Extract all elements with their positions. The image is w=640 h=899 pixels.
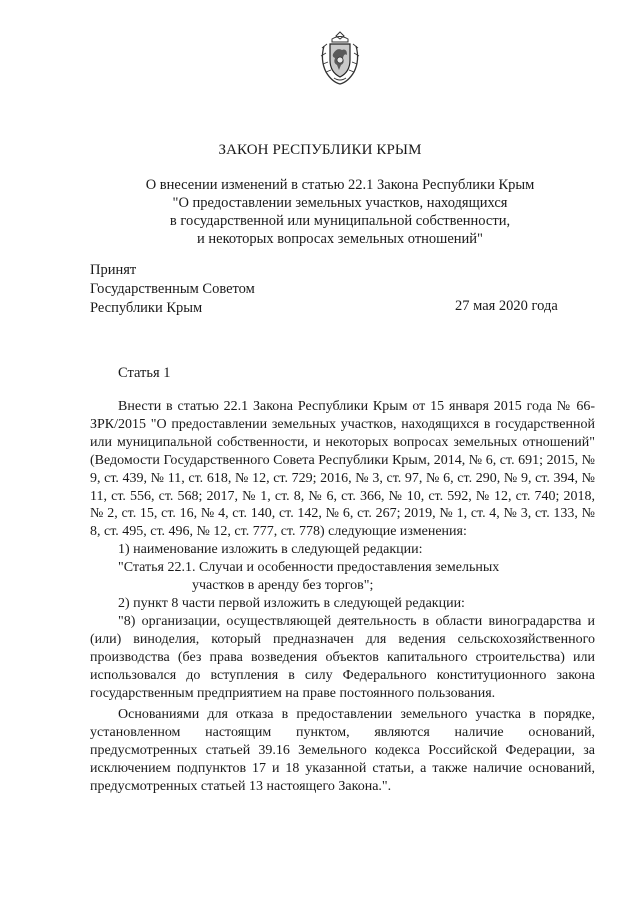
adoption-line: Республики Крым: [90, 300, 203, 316]
adoption-block: [90, 261, 255, 318]
subtitle-line: О внесении изменений в статью 22.1 Закона Республики Крым: [145, 177, 535, 193]
grounds-paragraph: Основаниями для отказа в предоставлении земельного участка в порядке, установленном настоящим пунктом, являются наличие оснований, предусмотренных статьей 39.16 Земельного кодекса Российской Федерации, за исключением подпунктов 17 и 18 указанной статьи, а также наличие оснований, предусмотренных статьей 13 настоящего Закона.".: [90, 707, 595, 795]
quoted-heading-line: участков в аренду без торгов";: [192, 578, 374, 594]
adoption-line: Государственным Советом: [90, 281, 255, 297]
subtitle-line: и некоторых вопросах земельных отношений": [197, 231, 483, 247]
article-body: [90, 398, 595, 796]
adoption-date: 27 мая 2020 года: [455, 298, 558, 314]
article-intro: Внести в статью 22.1 Закона Республики Крым от 15 января 2015 года № 66-ЗРК/2015 "О предоставлении земельных участков, находящихся в государственной или муниципальной собственности, и некоторых вопросах земельных отношений" (Ведомости Государственного Совета Республики Крым, 2014, № 6, ст. 691; 2015, № 9, ст. 439, № 11, ст. 618, № 12, ст. 729; 2016, № 3, ст. 97, № 6, ст. 290, № 9, ст. 394, № 11, ст. 556, ст. 568; 2017, № 1, ст. 8, № 6, ст. 366, № 10, ст. 592, № 12, ст. 740; 2018, № 2, ст. 15, ст. 16, № 4, ст. 140, ст. 142, № 6, ст. 267; 2019, № 1, ст. 4, № 3, ст. 133, № 8, ст. 495, ст. 496, № 12, ст. 777, ст. 778) следующие изменения:: [90, 399, 595, 540]
crimea-coat-of-arms-icon: [318, 30, 362, 86]
subtitle-line: в государственной или муниципальной собственности,: [169, 213, 511, 229]
point-8-text: "8) организации, осуществляющей деятельность в области виноградарства и (или) виноделия, который предназначен для ведения сельскохозяйственного производства (без права возведения объектов капитального строительства) или использовался до вступления в силу Федерального конституционного закона государственным предприятием на праве постоянного пользования.: [90, 613, 595, 701]
article-heading: Статья 1: [118, 365, 171, 381]
amendment-item-1: 1) наименование изложить в следующей редакции:: [118, 542, 423, 558]
subtitle-line: "О предоставлении земельных участков, находящихся: [172, 195, 508, 211]
quoted-heading-line: "Статья 22.1. Случаи и особенности предоставления земельных: [118, 560, 500, 576]
adoption-line: Принят: [90, 262, 137, 278]
amendment-item-2: 2) пункт 8 части первой изложить в следующей редакции:: [118, 595, 465, 611]
law-subtitle: [0, 176, 640, 248]
law-title: ЗАКОН РЕСПУБЛИКИ КРЫМ: [218, 142, 422, 158]
